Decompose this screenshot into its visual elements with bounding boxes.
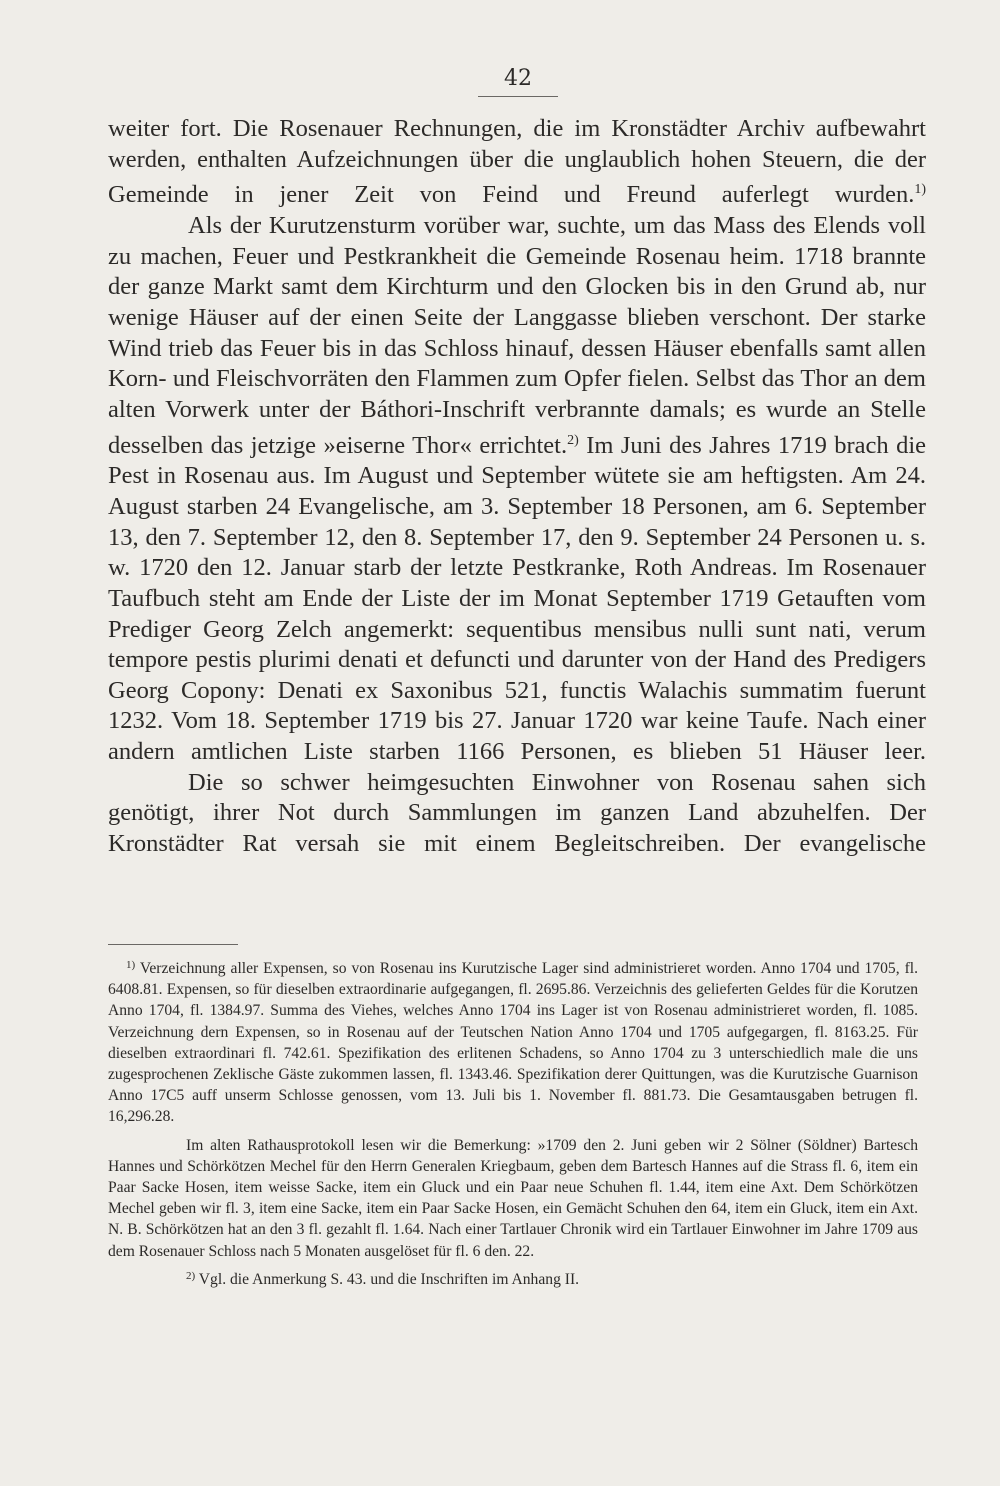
main-text (108, 114, 926, 860)
paragraph-text: Die so schwer heimgesuchten Einwohner von Rosenau sahen sich genötigt, ihrer Not durch Sammlungen im ganzen Land abzuhelfen. Der Kronstädter Rat versah sie mit einem Begleitschreiben. Der evangelische (108, 768, 926, 858)
paragraph (108, 211, 926, 768)
paragraph-text: Als der Kurutzensturm vorüber war, suchte, um das Mass des Elends voll zu machen, Feuer und Pestkrankheit die Gemeinde Rosenau heim. 1718 brannte der ganze Markt samt dem Kirchturm und den Glocken bis in den Grund ab, nur wenige Häuser auf der einen Seite der Langgasse blieben verschont. Der starke Wind trieb das Feuer bis in das Schloss hinauf, dessen Häuser ebenfalls samt allen Korn- und Fleischvorräten den Flammen zum Opfer fielen. Selbst das Thor an dem alten Vorwerk unter der Báthori-Inschrift verbrannte damals; es wurde an Stelle desselben das jetzige »eiserne Thor« errichtet. (108, 211, 926, 459)
footnote-reference[interactable]: 1) (914, 182, 926, 198)
footnote-text: Vgl. die Anmerkung S. 43. und die Inschriften im Anhang II. (198, 1270, 580, 1288)
footnote-1-continuation: Im alten Rathausprotokoll lesen wir die Bemerkung: »1709 den 2. Juni geben wir 2 Sölner (Söldner) Bartesch Hannes und Schörkötzen Mechel für den Herrn Generalen Kriegbaum, geben dem Bartesch Hannes auf die Strass fl. 6, item ein Paar Sacke Hosen, item weisse Sacke, item ein Gluck und ein Paar neue Schuhen fl. 1.44, item eine Axt. Dem Schörkötzen Mechel geben wir fl. 3, item eine Sacke, item ein Paar Sacke Hosen, ein Gemächt Schuhen den 64, item ein Gluck, item ein Axt. N. B. Schörkötzen hat an den 3 fl. gezahlt fl. 1.64. Nach einer Tartlauer Chronik wird ein Tartlauer Einwohner im Jahre 1709 aus dem Rosenauer Schloss nach 5 Monaten ausgelöset für fl. 6 den. 22. (108, 1136, 918, 1260)
paragraph-text: Im Juni des Jahres 1719 brach die Pest in Rosenau aus. Im August und September wütete sie am heftigsten. Am 24. August starben 24 Evangelische, am 3. September 18 Personen, am 6. September 13, den 7. September 12, den 8. September 17, den 9. September 24 Personen u. s. w. 1720 den 12. Januar starb der letzte Pestkranke, Roth Andreas. Im Rosenauer Taufbuch steht am Ende der Liste der im Monat September 1719 Getauften vom Prediger Georg Zelch angemerkt: sequentibus mensibus nulli sunt nati, verum tempore pestis plurimi denati et defuncti und darunter von der Hand des Predigers Georg Copony: Denati ex Saxonibus 521, functis Walachis summatim fuerunt 1232. Vom 18. September 1719 bis 27. Januar 1720 war keine Taufe. Nach einer andern amtlichen Liste starben 1166 Personen, es blieben 51 Häuser leer. (108, 431, 927, 766)
footnote-2 (108, 1266, 918, 1290)
page-number: 42 (504, 66, 532, 91)
footnote-1 (108, 955, 918, 1128)
footnotes (108, 955, 918, 1290)
footnote-separator (108, 944, 238, 945)
footnote-marker: 1) (126, 959, 136, 971)
footnote-reference[interactable]: 2) (567, 432, 579, 448)
paragraph (108, 114, 926, 211)
footnote-marker: 2) (186, 1269, 196, 1282)
footnote-text: Verzeichnung aller Expensen, so von Rosenau ins Kurutzische Lager sind administrieret worden. Anno 1704 und 1705, fl. 6408.81. Expensen, so für dieselben extraordinarie aufgegangen, fl. 2695.86. Verzeichnis des gelieferten Geldes für die Korutzen Anno 1704, fl. 1384.97. Summa des Viehes, welches Anno 1704 ins Lager ist von Rosenau administrieret worden, fl. 1085. Verzeichnung dern Expensen, so in Rosenau auf der Teutschen Nation Anno 1704 und 1705 aufgegargen, fl. 8163.25. Für dieselben extraordinari fl. 742.61. Spezifikation des erlitenen Schadens, so Anno 1704 zu 3 unterschiedlich male die uns zugesprochenen Zeklische Gäste zukommen lassen, fl. 1343.46. Spezifikation derer Quittungen, was die Kurutzische Guarnison Anno 17C5 auff unserm Schlosse genossen, vom 13. Juli bis 1. November fl. 881.73. Die Gesamtausgaben betrugen fl. 16,296.28. (108, 960, 918, 1126)
paragraph (108, 768, 926, 860)
page-number-rule (478, 96, 558, 97)
paragraph-text: weiter fort. Die Rosenauer Rechnungen, die im Kronstädter Archiv aufbewahrt werden, enthalten Aufzeichnungen über die unglaublich hohen Steuern, die der Gemeinde in jener Zeit von Feind und Freund auferlegt wurden. (108, 115, 926, 209)
